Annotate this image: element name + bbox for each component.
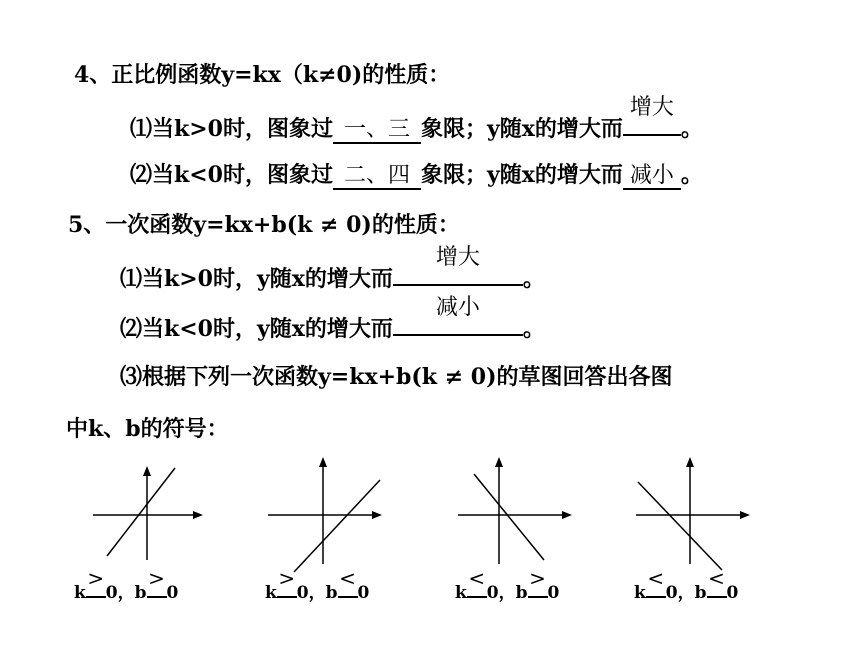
b-sign: < bbox=[708, 566, 725, 590]
graph-1-caption bbox=[74, 566, 179, 603]
k-sign: > bbox=[278, 566, 296, 590]
section4-item2 bbox=[130, 160, 703, 190]
b-value: 0 bbox=[357, 583, 370, 603]
answer-text: 二、四 bbox=[343, 163, 410, 188]
answer-blank bbox=[623, 164, 681, 190]
k-label: k bbox=[74, 583, 86, 603]
b-value: 0 bbox=[547, 583, 560, 603]
k-value: 0， bbox=[486, 583, 516, 603]
function-line bbox=[107, 468, 175, 556]
function-line bbox=[638, 482, 722, 570]
graph-4 bbox=[630, 452, 760, 577]
section5-item2 bbox=[120, 295, 545, 344]
b-sign: > bbox=[529, 566, 546, 590]
k-sign: < bbox=[468, 566, 486, 590]
b-blank bbox=[147, 566, 167, 598]
b-value: 0 bbox=[726, 583, 739, 603]
function-line bbox=[294, 480, 380, 572]
k-blank bbox=[646, 566, 666, 598]
x-axis-arrow-icon bbox=[740, 511, 750, 519]
item-suffix: 。 bbox=[522, 316, 545, 342]
answer-blank bbox=[393, 245, 523, 286]
function-line bbox=[474, 474, 544, 560]
k-value: 0， bbox=[105, 583, 135, 603]
b-blank bbox=[528, 566, 548, 598]
graph-1 bbox=[85, 460, 215, 570]
x-axis-arrow-icon bbox=[562, 511, 572, 519]
k-value: 0， bbox=[665, 583, 695, 603]
y-axis-arrow-icon bbox=[143, 466, 151, 476]
b-blank bbox=[338, 566, 358, 598]
section4-item1 bbox=[130, 95, 703, 144]
k-blank bbox=[86, 566, 106, 598]
section5-item3-line1: ⑶根据下列一次函数y=kx+b(k ≠ 0)的草图回答出各图 bbox=[120, 364, 673, 390]
answer-text: 增大 bbox=[435, 245, 480, 270]
x-axis-arrow-icon bbox=[193, 511, 203, 519]
x-axis-arrow-icon bbox=[372, 511, 382, 519]
item-text: 象限；y随x的增大而 bbox=[421, 116, 623, 142]
graph-3-caption bbox=[455, 566, 560, 603]
graph-2 bbox=[262, 452, 392, 577]
section4-title: 4、正比例函数y=kx（k≠0)的性质： bbox=[74, 62, 451, 88]
b-label: b bbox=[134, 583, 147, 603]
item-suffix: 。 bbox=[680, 162, 703, 188]
k-blank bbox=[277, 566, 297, 598]
b-label: b bbox=[325, 583, 338, 603]
answer-blank bbox=[623, 95, 681, 136]
section5-item3-line2: 中k、b的符号： bbox=[66, 416, 229, 442]
k-sign: > bbox=[87, 566, 105, 590]
answer-blank bbox=[393, 295, 523, 336]
y-axis-arrow-icon bbox=[495, 457, 503, 467]
answer-text: 一、三 bbox=[343, 117, 410, 142]
section5-item1 bbox=[120, 245, 545, 294]
answer-text: 减小 bbox=[435, 295, 480, 320]
answer-text: 增大 bbox=[629, 95, 674, 120]
graph-4-caption bbox=[634, 566, 739, 603]
answer-text: 减小 bbox=[629, 163, 674, 188]
b-value: 0 bbox=[166, 583, 179, 603]
item-suffix: 。 bbox=[680, 116, 703, 142]
answer-blank bbox=[333, 164, 421, 190]
k-value: 0， bbox=[296, 583, 326, 603]
k-sign: < bbox=[647, 566, 665, 590]
k-label: k bbox=[265, 583, 277, 603]
k-label: k bbox=[634, 583, 646, 603]
item-text: 象限；y随x的增大而 bbox=[421, 162, 623, 188]
item-text: ⑵当k<0时，图象过 bbox=[130, 162, 333, 188]
item-text: ⑴当k>0时，图象过 bbox=[130, 116, 333, 142]
k-label: k bbox=[455, 583, 467, 603]
b-label: b bbox=[515, 583, 528, 603]
graph-2-caption bbox=[265, 566, 370, 603]
b-label: b bbox=[694, 583, 707, 603]
item-suffix: 。 bbox=[522, 266, 545, 292]
k-blank bbox=[467, 566, 487, 598]
b-sign: < bbox=[339, 566, 356, 590]
section5-title: 5、一次函数y=kx+b(k ≠ 0)的性质： bbox=[68, 212, 460, 238]
graph-3 bbox=[452, 452, 582, 577]
y-axis-arrow-icon bbox=[319, 457, 327, 467]
answer-blank bbox=[333, 118, 421, 144]
y-axis-arrow-icon bbox=[686, 457, 694, 467]
b-sign: > bbox=[148, 566, 165, 590]
item-text: ⑴当k>0时，y随x的增大而 bbox=[120, 266, 393, 292]
item-text: ⑵当k<0时，y随x的增大而 bbox=[120, 316, 393, 342]
b-blank bbox=[707, 566, 727, 598]
